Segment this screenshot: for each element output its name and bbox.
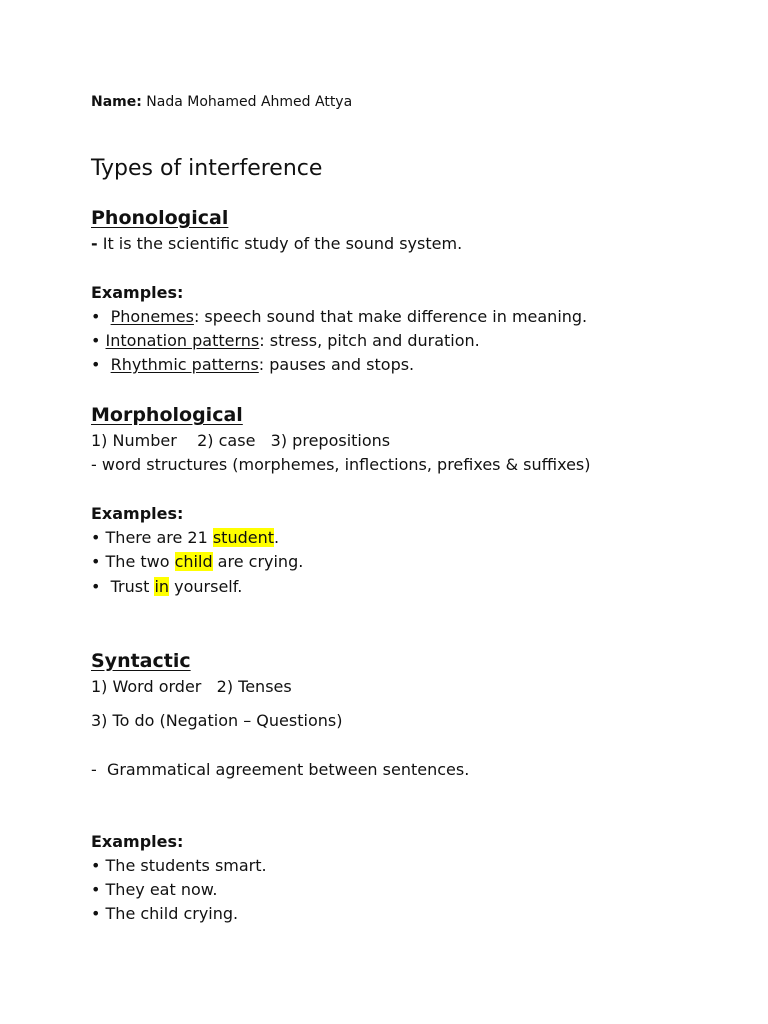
phonological-example-3 <box>91 355 414 375</box>
phonological-example-1 <box>91 307 587 327</box>
example-text: : speech sound that make difference in meaning. <box>193 307 588 326</box>
phonological-example-2 <box>91 331 480 351</box>
student-name: Nada Mohamed Ahmed Attya <box>141 94 353 110</box>
morphological-list: 1) Number 2) case 3) prepositions <box>91 431 391 450</box>
bullet: • <box>91 307 111 326</box>
example-text: yourself. <box>169 577 243 596</box>
morphological-examples-label: Examples: <box>91 504 184 523</box>
example-term: Intonation patterns <box>105 331 260 350</box>
highlighted-word: in <box>154 577 170 596</box>
syntactic-definition: - Grammatical agreement between sentences. <box>91 760 470 779</box>
syntactic-examples-label: Examples: <box>91 832 184 851</box>
definition-dash: - <box>91 234 98 253</box>
example-text: are crying. <box>212 552 304 571</box>
bullet: • <box>91 331 106 350</box>
bullet: • <box>91 355 111 374</box>
highlighted-word: student <box>212 528 275 547</box>
phonological-examples-label: Examples: <box>91 283 184 302</box>
document-title: Types of interference <box>91 156 323 181</box>
syntactic-list-1: 1) Word order 2) Tenses <box>91 677 292 696</box>
morphological-definition: - word structures (morphemes, inflections, prefixes & suffixes) <box>91 455 591 474</box>
phonological-definition <box>91 234 462 254</box>
example-text: : stress, pitch and duration. <box>259 331 480 350</box>
heading-morphological: Morphological <box>91 404 243 426</box>
syntactic-list-2: 3) To do (Negation – Questions) <box>91 711 343 730</box>
example-term: Phonemes <box>110 307 194 326</box>
name-label: Name: <box>91 94 142 110</box>
syntactic-example-1: • The students smart. <box>91 856 267 875</box>
student-name-line <box>91 92 352 112</box>
syntactic-example-3: • The child crying. <box>91 904 239 923</box>
morphological-example-1 <box>91 528 279 548</box>
example-text: . <box>274 528 280 547</box>
example-text: • There are 21 <box>91 528 213 547</box>
highlighted-word: child <box>174 552 213 571</box>
example-term: Rhythmic patterns <box>110 355 259 374</box>
example-text: • The two <box>91 552 175 571</box>
heading-phonological: Phonological <box>91 207 229 229</box>
syntactic-example-2: • They eat now. <box>91 880 218 899</box>
morphological-example-2 <box>91 552 303 572</box>
example-text: : pauses and stops. <box>258 355 415 374</box>
heading-syntactic: Syntactic <box>91 650 191 672</box>
morphological-example-3 <box>91 577 242 597</box>
definition-text: It is the scientific study of the sound system. <box>97 234 463 253</box>
example-text: • Trust <box>91 577 155 596</box>
